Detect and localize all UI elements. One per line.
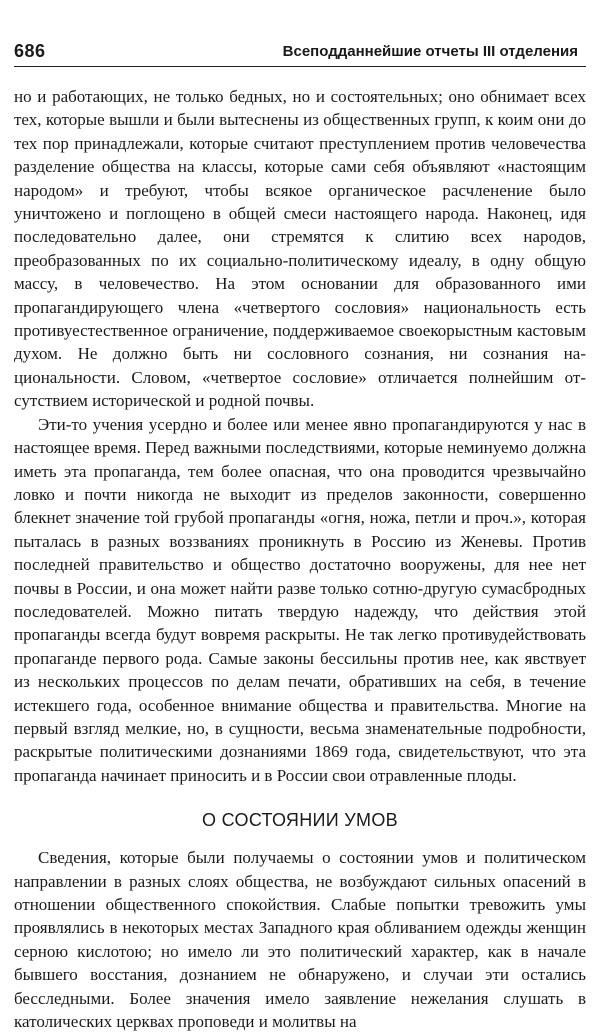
body-text (14, 85, 586, 1033)
book-page (14, 0, 586, 1032)
page-number: 686 (14, 41, 46, 61)
paragraph-continued: но и работающих, не только бедных, но и состоятельных; оно обнимает всех тех, которые вышли и были вытеснены из общественных групп, к коим они до тех пор принадлежали, которые считают преступлением против человечества разделение общества на классы, которые сами себя объявляют «настоящим народом» и требуют, чтобы всякое органическое расчленение было уничтожено и поглощено в общей смеси настоящего народа. Наконец, идя последовательно далее, они стремятся к слитию всех народов, преобразованных по их социально-политическому идеалу, в одну общую массу, в человечество. На этом основании для образованного ими пропагандирующего члена «четвертого сословия» национальность есть противуестественное ограничение, поддерживаемое своекорыстным кастовым духом. Не должно быть ни сословного сознания, ни сознания национальности. Словом, «четвертое сословие» отличается полнейшим отсутствием исторической и родной почвы. (14, 87, 586, 411)
section-paragraph: Сведения, которые были получаемы о состоянии умов и политическом направлении в разных слоях общества, не возбуждают сильных опасений в отношении общественного спокойствия. Слабые попытки тревожить умы проявлялись в некоторых местах Западного края обливанием одежды женщин серною кислотою; но имело ли это политический характер, как в начале бывшего восстания, дознанием не обнаружено, и случаи эти остались бесследными. Более значения имело заявление нежелания слушать в католических церквах проповеди и молитвы на (14, 848, 586, 1032)
paragraph: Эти-то учения усердно и более или менее явно пропагандируются у нас в настоящее время. Перед важными последствиями, которые неминуемо должна иметь эта пропаганда, тем более опасная, что она проводится чрезвычайно ловко и почти никогда не выходит из пределов законности, совершенно блекнет значение той грубой пропаганды «огня, ножа, петли и проч.», которая пыталась в разных воззваниях проникнуть в Россию из Женевы. Против последней правительство и общество достаточно вооружены, для нее нет почвы в России, и она может найти разве только сотню-другую сумасбродных последователей. Можно питать твердую надежду, что действия этой пропаганды всегда будут вовремя раскрыты. Не так легко противудействовать пропаганде первого рода. Самые законы бессильны против нее, как явствует из нескольких процессов по делам печати, обративших на себя, в течение истекшего года, особенное внимание общества и правительства. Многие на первый взгляд мелкие, но, в сущности, весьма знаменательные подробности, раскрытые политическими дознаниями 1869 года, свидетельствуют, что эта пропаганда начинает приносить и в России свои отравленные плоды. (14, 414, 586, 785)
section-heading: О СОСТОЯНИИ УМОВ (202, 810, 398, 831)
running-head (14, 36, 586, 67)
running-title: Всеподданнейшие отчеты III отделения (282, 43, 578, 60)
